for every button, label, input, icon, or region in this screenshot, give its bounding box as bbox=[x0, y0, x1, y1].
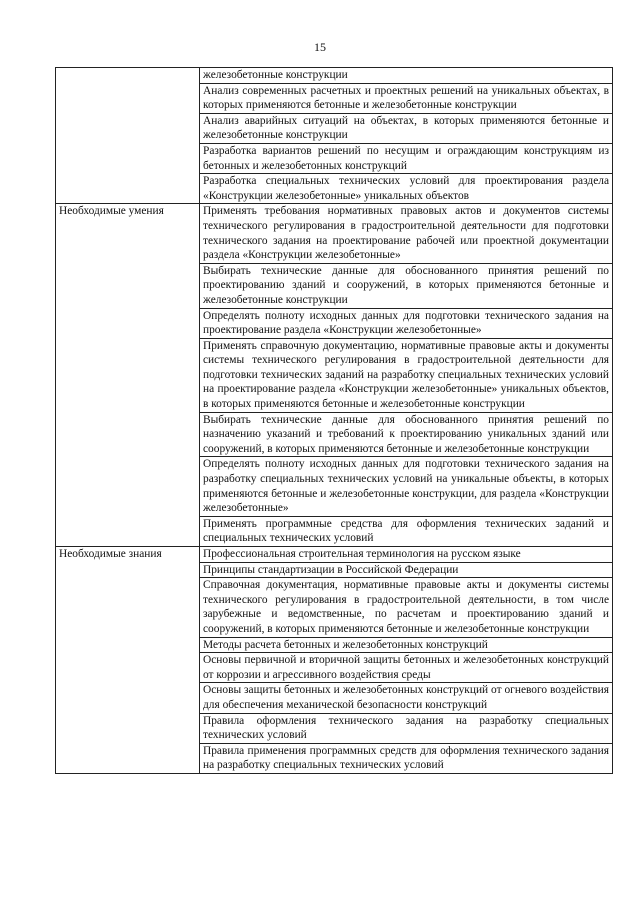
requirement-item: Профессиональная строительная терминология на русском языке bbox=[200, 547, 613, 563]
requirements-table-body bbox=[56, 68, 613, 774]
requirement-item: Правила применения программных средств для оформления технического задания на разработку специальных технических условий bbox=[200, 743, 613, 773]
requirement-item: Основы первичной и вторичной защиты бетонных и железобетонных конструкций от коррозии и агрессивного воздействия среды bbox=[200, 653, 613, 683]
requirement-item: Правила оформления технического задания на разработку специальных технических условий bbox=[200, 713, 613, 743]
requirement-item: железобетонные конструкции bbox=[200, 68, 613, 84]
requirement-item: Анализ аварийных ситуаций на объектах, в которых применяются бетонные и железобетонные конструкции bbox=[200, 113, 613, 143]
table-row bbox=[56, 68, 613, 84]
requirement-item: Применять программные средства для оформления технических заданий и специальных технических условий bbox=[200, 516, 613, 546]
requirement-item: Определять полноту исходных данных для подготовки технического задания на разработку специальных технических условий на уникальные объекты, в которых применяются бетонные и железобетонные конструкции, для раздела «Конструкции железобетонные» bbox=[200, 457, 613, 516]
row-label: Необходимые умения bbox=[56, 204, 200, 547]
requirement-item: Разработка вариантов решений по несущим и ограждающим конструкциям из бетонных и железобетонных конструкций bbox=[200, 143, 613, 173]
requirement-item: Принципы стандартизации в Российской Федерации bbox=[200, 562, 613, 578]
requirement-item: Разработка специальных технических условий для проектирования раздела «Конструкции железобетонные» уникальных объектов bbox=[200, 174, 613, 204]
page-number: 15 bbox=[314, 40, 326, 54]
requirement-item: Применять справочную документацию, нормативные правовые акты и документы системы технического регулирования в градостроительной деятельности для подготовки технических заданий на разработку специальных технических условий на проектирование раздела «Конструкции железобетонные» уникальных объектов, в которых применяются бетонные и железобетонные конструкции bbox=[200, 338, 613, 412]
requirement-item: Выбирать технические данные для обоснованного принятия решений по проектированию зданий и сооружений, в которых применяются бетонные и железобетонные конструкции bbox=[200, 263, 613, 308]
requirement-item: Выбирать технические данные для обоснованного принятия решений по назначению указаний и требований к проектированию уникальных зданий или сооружений, в которых применяются бетонные и железобетонные конструкции bbox=[200, 412, 613, 457]
table-row bbox=[56, 547, 613, 563]
requirement-item: Справочная документация, нормативные правовые акты и документы системы технического регулирования в градостроительной деятельности, в том числе зарубежные и ведомственные, по расчетам и проектированию зданий и сооружений, в которых применяются бетонные и железобетонные конструкции bbox=[200, 578, 613, 637]
requirement-item: Основы защиты бетонных и железобетонных конструкций от огневого воздействия для обеспечения механической безопасности конструкций bbox=[200, 683, 613, 713]
requirement-item: Методы расчета бетонных и железобетонных конструкций bbox=[200, 637, 613, 653]
table-row bbox=[56, 204, 613, 263]
row-label: Необходимые знания bbox=[56, 547, 200, 774]
requirements-table bbox=[55, 67, 613, 774]
requirement-item: Анализ современных расчетных и проектных решений на уникальных объектах, в которых применяются бетонные и железобетонные конструкции bbox=[200, 83, 613, 113]
requirement-item: Определять полноту исходных данных для подготовки технического задания на проектирование раздела «Конструкции железобетонные» bbox=[200, 308, 613, 338]
requirement-item: Применять требования нормативных правовых актов и документов системы технического регулирования в градостроительной деятельности для подготовки технического задания на проектирование рабочей или проектной документации раздела «Конструкции железобетонные» bbox=[200, 204, 613, 263]
row-label bbox=[56, 68, 200, 204]
